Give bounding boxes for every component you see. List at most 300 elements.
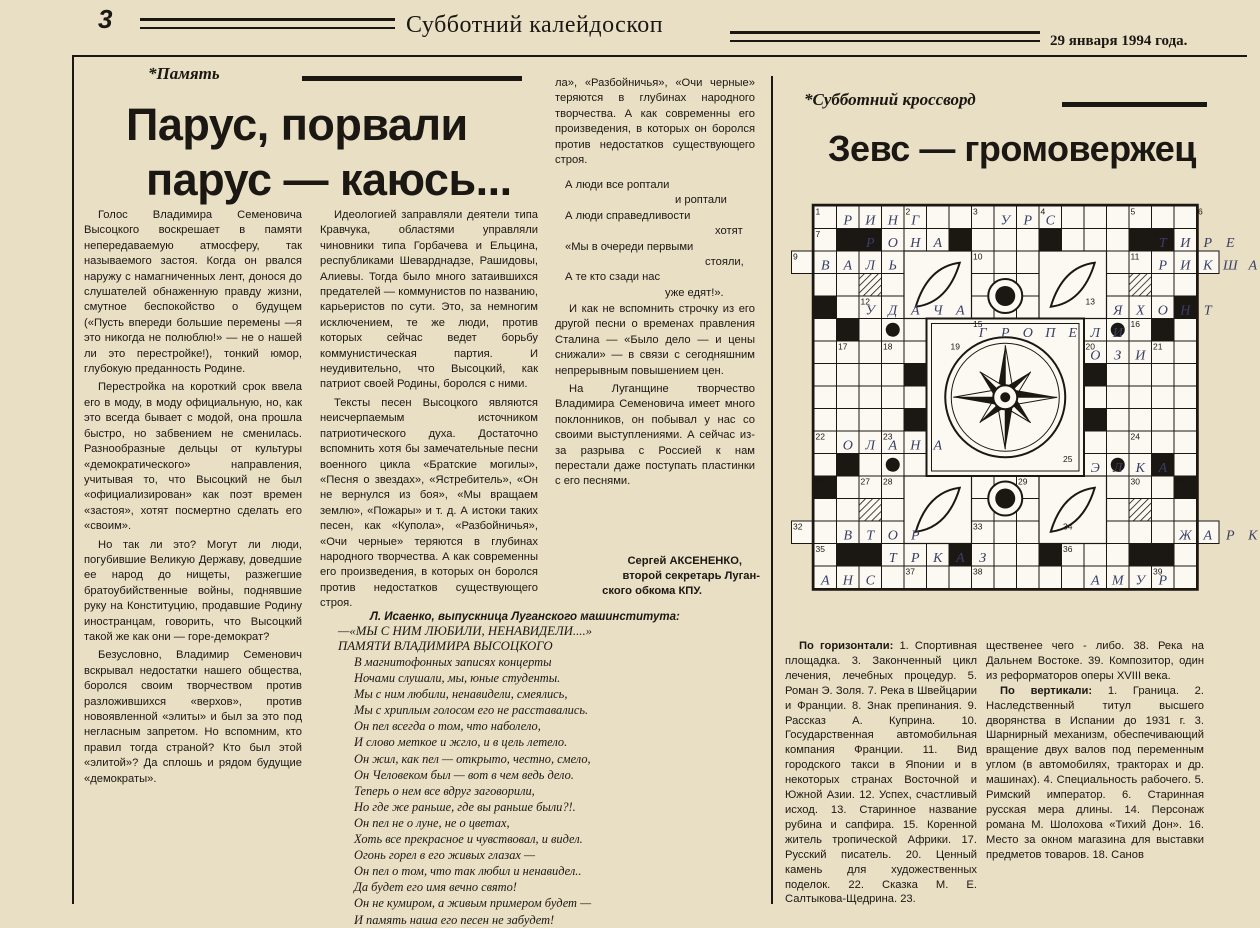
handwritten-letter: А: [843, 258, 853, 274]
clues-down-paragraph: [986, 684, 1204, 863]
crossword-cell: [1174, 341, 1197, 364]
verse-line: хотят: [715, 225, 743, 238]
crossword-cell: [1107, 274, 1130, 297]
black-dot: [1156, 323, 1170, 337]
poem-lines: [338, 654, 758, 928]
crossword-cell: [1152, 274, 1175, 297]
crossword-cell: [1107, 476, 1130, 499]
poem-line: Мы с хриплым голосом его не расставались.: [354, 703, 589, 718]
crossword-cell: [859, 364, 882, 387]
verse-line: А те кто сзади нас: [565, 271, 661, 284]
crossword-cell: [1039, 566, 1062, 589]
handwritten-letter: Р: [910, 528, 920, 544]
crossword-number: 22: [815, 431, 825, 442]
header-rule-left-2: [140, 27, 395, 29]
crossword-cell: [1039, 229, 1062, 252]
poem-block: [338, 610, 758, 928]
verse-line: уже едят!».: [665, 286, 724, 299]
handwritten-letter: И: [865, 213, 876, 229]
poem-line: Хоть все прекрасное и чувствовал, и видел.: [354, 832, 583, 847]
crossword-cell: [949, 206, 972, 229]
crossword-cell: [814, 386, 837, 409]
crossword-cell: [1107, 229, 1130, 252]
handwritten-letter: Р: [843, 213, 853, 229]
crossword-cell: [859, 544, 882, 567]
crossword-cell: [1174, 206, 1197, 229]
article-paragraph: Перестройка на короткий срок ввела его в моду, в моду официальную, но, как это всегда бывает с модой, она прошла быстро, но забвением не сменилась. Разнообразные дельцы от культуры «демократического» направления, учитывая то, что Высоцкий не был «официализирован» как поэт времен «застоя», хотят посмертно сделать его «своим».: [84, 381, 302, 533]
crossword-cell: [882, 409, 905, 432]
signature-name: Сергей АКСЕНЕНКО,: [627, 555, 742, 567]
crossword-cell: [882, 386, 905, 409]
crossword-number: 5: [1130, 206, 1136, 217]
handwritten-letter: А: [933, 438, 943, 454]
crossword-cell: [814, 274, 837, 297]
poem-line: Он жил, как пел — открыто, честно, смело,: [354, 751, 591, 766]
clues-across: [785, 639, 977, 904]
clues-across-paragraph: [785, 639, 977, 907]
handwritten-letter: В: [843, 528, 853, 544]
handwritten-letter: П: [1045, 326, 1056, 341]
article-paragraph: Но так ли это? Могут ли люди, погубившие Великую Державу, доведшие ее народ до нищеты, разжегшие братоубийственные войны, поднявшие руку на Конституцию, продавшие Родину иностранцам, говорить, что Высоцкий такой же как они — горе-демократ?: [84, 538, 302, 643]
clues-down-heading: По вертикали:: [1000, 684, 1093, 697]
crossword-cell: [1174, 364, 1197, 387]
article-paragraph: ла», «Разбойничья», «Очи черные» теряются в глубинах народного творчества. А как современны его произведения, в которых он боролся против недостатков существующего строя.: [555, 77, 755, 167]
compass-hub-dot: [1000, 392, 1010, 402]
crossword-cell: [1152, 521, 1175, 544]
crossword-cell: [972, 229, 995, 252]
verse-line: «Мы в очереди первыми: [565, 240, 694, 253]
crossword-number: 27: [860, 476, 870, 487]
crossword-cell: [1152, 499, 1175, 522]
crossword-number: 19: [950, 341, 960, 352]
handwritten-letter: З: [979, 551, 987, 566]
handwritten-letter: А: [1090, 573, 1100, 589]
crossword-kicker-rule: [1062, 102, 1207, 107]
column-divider: [771, 76, 773, 904]
handwritten-letter: Р: [1158, 573, 1168, 589]
crossword-number: 3: [973, 206, 978, 217]
handwritten-letter: Е: [1225, 236, 1235, 251]
header-rule-left: [140, 18, 395, 21]
crossword-cell: [837, 274, 860, 297]
poem-line: Да будет его имя вечно свято!: [354, 880, 517, 895]
crossword-cell: [814, 319, 837, 342]
crossword-cell: [1152, 409, 1175, 432]
crossword-number: 20: [1085, 341, 1095, 352]
crossword-cell: [1129, 409, 1152, 432]
article-paragraph: Безусловно, Владимир Семенович вскрывал недостатки нашего общества, боролся своим творчеством против разложившихся «верхов», против новоявленной «элиты» и был за это под негласным запретом. Но вспомним, кто правил тогда страной? Кто был этой «элитой»? Да сплошь и рядом будущие «демократы».: [84, 649, 302, 785]
article-paragraph: Голос Владимира Семеновича Высоцкого воскрешает в памяти непередаваемую атмосферу, так называемого застоя. Когда он рвался наружу с намагниченных лент, донося до слушателей обнаженную правду жизни, смутное беспокойство о будущем («Пусть впереди большие перемены —я это никогда не полюблю!» — не о нашей ли это перестройке!), тонкий юмор, глубокую преданность Родине.: [84, 209, 302, 376]
crossword-cell: [1129, 386, 1152, 409]
crossword-cell: [1107, 431, 1130, 454]
crossword-number: 36: [1063, 544, 1073, 554]
handwritten-letter: И: [1180, 236, 1191, 251]
crossword-cell: [1107, 364, 1130, 387]
crossword-cell: [837, 364, 860, 387]
poem-byline: Л. Исаенко, выпускница Луганского машинститута:: [370, 611, 680, 623]
crossword-cell: [1084, 229, 1107, 252]
crossword-cell: [1107, 409, 1130, 432]
handwritten-letter: Ш: [1222, 258, 1238, 274]
crossword-cell: [1107, 521, 1130, 544]
crossword-cell: [814, 499, 837, 522]
handwritten-letter: О: [1157, 303, 1168, 319]
handwritten-letter: Р: [1158, 258, 1168, 274]
handwritten-letter: К: [1135, 461, 1145, 476]
crossword-cell: [1129, 229, 1152, 252]
verse-line: А люди справедливости: [565, 209, 691, 222]
song-verse: [555, 178, 755, 301]
handwritten-letter: У: [865, 303, 875, 319]
handwritten-letter: Г: [911, 213, 920, 229]
handwritten-letter: С: [865, 573, 875, 589]
article-paragraph: И как не вспомнить строчку из его другой песни о временах правления Сталина — «Было дело — и цены снижали» — в связи с сегодняшним непрерывным повышением цен.: [555, 303, 755, 377]
crossword-number: 24: [1130, 431, 1140, 442]
handwritten-letter: А: [910, 303, 920, 319]
crossword-number: 21: [1153, 341, 1163, 352]
crossword-number: 39: [1153, 566, 1163, 577]
handwritten-letter: К: [1248, 528, 1258, 544]
handwritten-letter: З: [1114, 348, 1122, 364]
crossword-cell: [904, 319, 927, 342]
crossword-cell: [1174, 544, 1197, 567]
crossword-cell: [1174, 386, 1197, 409]
poem-line: Огонь горел в его живых глазах —: [354, 848, 536, 863]
handwritten-letter: А: [1248, 258, 1258, 274]
handwritten-letter: О: [887, 528, 898, 544]
handwritten-letter: У: [1000, 213, 1010, 229]
handwritten-letter: М: [1111, 573, 1124, 589]
crossword-cell: [1107, 544, 1130, 567]
crossword-cell: [904, 364, 927, 387]
poem-title: ПАМЯТИ ВЛАДИМИРА ВЫСОЦКОГО: [338, 639, 553, 653]
handwritten-letter: Л: [1090, 326, 1100, 341]
page-number: 3: [98, 4, 113, 34]
crossword-cell: [814, 521, 837, 544]
clues-continued: щественее чего - либо. 38. Река на Дальнем Востоке. 39. Композитор, один из реформаторов оперы XVIII века.: [986, 640, 1204, 682]
medallion-center: [995, 489, 1015, 509]
handwritten-letter: Э: [1090, 461, 1100, 476]
crossword-cell: [1129, 364, 1152, 387]
handwritten-letter: Т: [1203, 303, 1212, 319]
crossword-cell: [882, 499, 905, 522]
clues-down-text: 1. Граница. 2. Наследственный титул высшего дворянства в Испании до 1931 г. 3. Шарнирный механизм, обеспечивающий вращение двух валов под переменным углом (в автомобилях, тракторах и др. машинах). 4. Специальность рабочего. 5. Римский император. 6. Старинная русская мера длины. 14. Персонаж романа М. Шолохова «Тихий Дон». 16. Место за окном магазина для выставки предметов товаров. 18. Санов: [986, 684, 1205, 861]
crossword-number: 11: [1130, 251, 1140, 262]
crossword-cell: [1084, 386, 1107, 409]
verse-line: и роптали: [675, 194, 727, 207]
handwritten-letter: Р: [1203, 236, 1213, 251]
crossword-number: 18: [883, 341, 893, 352]
crossword-cell: [1062, 206, 1085, 229]
crossword-cell: [1084, 364, 1107, 387]
crossword-cell: [837, 476, 860, 499]
article-title-line-1: Парус, порвали: [126, 99, 468, 150]
crossword-cell: [1107, 251, 1130, 274]
handwritten-letter: И: [1135, 348, 1146, 364]
crossword-cell: [904, 454, 927, 477]
article-column-3-top: [555, 76, 755, 168]
crossword-hatched-cell: [1129, 274, 1152, 297]
crossword-cell: [1152, 431, 1175, 454]
signature-role: ского обкома КПУ.: [602, 585, 702, 597]
crossword-cell: [814, 409, 837, 432]
crossword-cell: [994, 521, 1017, 544]
article-paragraph: На Луганщине творчество Владимира Семеновича имеет много поклонников, он побывал у нас со своими выступлениями. А сейчас из-за разрыва с Россией к нам перестали даже поступать пластинки с его песнями.: [555, 383, 755, 488]
crossword-number: 4: [1040, 206, 1046, 217]
crossword-number: 9: [793, 251, 798, 262]
issue-date: 29 января 1994 года.: [1050, 33, 1188, 49]
crossword-number: 1: [815, 206, 821, 217]
handwritten-letter: В: [820, 258, 830, 274]
crossword-number: 15: [973, 319, 983, 329]
crossword-cell: [1062, 229, 1085, 252]
crossword-cell: [1174, 499, 1197, 522]
header-rule-right-2: [730, 40, 1040, 42]
crossword-cell: [927, 206, 950, 229]
poem-line: Но где же раньше, где вы раньше были?!.: [354, 799, 576, 814]
handwritten-letter: А: [888, 438, 898, 454]
crossword-cell: [837, 296, 860, 319]
poem-line: Он Человеком был — вот в чем ведь дело.: [354, 767, 574, 782]
crossword-cell: [994, 229, 1017, 252]
article-signature: [560, 554, 760, 599]
handwritten-letter: Т: [866, 528, 875, 544]
crossword-cell: [859, 341, 882, 364]
crossword-cell: [1174, 274, 1197, 297]
poem-line: В магнитофонных записях концерты: [354, 655, 552, 669]
handwritten-letter: С: [1045, 213, 1055, 229]
page-header: [0, 0, 1260, 56]
crossword-number: 8: [1153, 229, 1158, 239]
article-kicker: *Память: [148, 64, 220, 83]
crossword-grid: [790, 206, 1258, 608]
medallion-center: [995, 286, 1015, 306]
clues-across-text: 1. Спортивная площадка. 3. Законченный цикл лечения, лечебных процедур. 5. Роман Э. Золя. 7. Река в Швейцарии и Франции. 8. Знак препинания. 9. Рассказ А. Куприна. 10. Государственная автомобильная компания Франции. 11. Вид городского такси в Японии и в некоторых странах Восточной и Южной Азии. 12. Успех, счастливый исход. 13. Старинное название рубина и сапфира. 15. Коренной житель тропической Африки. 17. Русский писатель. 20. Ценный камень для художественных поделок. 22. Сказка М. Е. Салтыкова-Щедрина. 23.: [785, 640, 977, 906]
handwritten-letter: О: [1090, 348, 1101, 364]
black-dot: [886, 458, 900, 472]
signature-role: второй секретарь Луган-: [622, 570, 760, 582]
poem-line: Он пел не о луне, не о цветах,: [354, 815, 510, 830]
handwritten-letter: К: [933, 551, 943, 566]
crossword-cell: [1017, 251, 1040, 274]
handwritten-letter: Н: [887, 213, 898, 229]
crossword-number: 12: [860, 296, 870, 307]
crossword-cell: [994, 566, 1017, 589]
crossword-cell: [837, 386, 860, 409]
crossword-cell: [949, 566, 972, 589]
handwritten-letter: А: [933, 236, 943, 251]
handwritten-letter: Ж: [1178, 528, 1192, 544]
crossword-cell: [814, 454, 837, 477]
poem-line: И слово меткое и жгло, и в цель летело.: [354, 735, 568, 750]
black-dot: [841, 458, 855, 472]
handwritten-letter: А: [955, 303, 965, 319]
crossword-number: 26: [815, 476, 825, 487]
crossword-cell: [1017, 544, 1040, 567]
poem-line: Он пел о том, что так любил и ненавидел..: [354, 864, 582, 879]
crossword-cell: [837, 409, 860, 432]
crossword-cell: [859, 386, 882, 409]
crossword-number: 7: [815, 229, 821, 239]
poem-title: —«МЫ С НИМ ЛЮБИЛИ, НЕНАВИДЕЛИ....»: [338, 624, 593, 638]
crossword-cell: [1174, 454, 1197, 477]
handwritten-letter: Г: [978, 326, 987, 341]
poem-line: Он не кумиром, а живым примером будет —: [354, 896, 592, 911]
crossword-cell: [1152, 364, 1175, 387]
crossword-cell: [1062, 566, 1085, 589]
crossword-cell: [814, 341, 837, 364]
frame-top-line: [72, 55, 1247, 57]
crossword-cell: [1084, 409, 1107, 432]
crossword-cell: [904, 341, 927, 364]
handwritten-letter: Р: [910, 551, 920, 566]
crossword-number: 17: [838, 341, 848, 352]
crossword-cell: [1129, 521, 1152, 544]
section-title: Субботний калейдоскоп: [406, 12, 664, 38]
handwritten-letter: Т: [888, 551, 897, 566]
poem-line: И память наша его песен не забудет!: [354, 912, 555, 927]
crossword-number: 2: [905, 206, 911, 217]
crossword-hatched-cell: [1129, 499, 1152, 522]
handwritten-letter: Р: [1000, 326, 1010, 341]
crossword-cell: [859, 409, 882, 432]
crossword-cell: [882, 274, 905, 297]
verse-line: стояли,: [705, 256, 744, 269]
handwritten-letter: О: [842, 438, 853, 454]
handwritten-letter: И: [1112, 326, 1123, 341]
article-paragraph: Идеологией заправляли деятели типа Кравчука, областями управляли чиновники типа Горбачева и Ельцина, республиками Шеварднадзе, Рашидовы, Алиевы. Тогда было много затаившихся предателей — коммунистов по названию, карьеристов по сути. Это, за немногим исключением, те же люди, против которых сейчас ведет борьбу коммунистическая партия. И неудивительно, что Высоцкий, как патриот своей Родины, боролся с ними.: [320, 209, 538, 391]
clues-across-heading: По горизонтали:: [799, 640, 894, 652]
handwritten-letter: Ч: [932, 303, 943, 319]
crossword-cell: [1152, 476, 1175, 499]
crossword-number: 37: [905, 566, 915, 577]
crossword-number: 16: [1130, 319, 1140, 329]
poem-line: Он пел всегда о том, что наболело,: [354, 719, 541, 734]
crossword-title: Зевс — громовержец: [828, 128, 1196, 169]
crossword-cell: [859, 319, 882, 342]
crossword-cell: [859, 454, 882, 477]
handwritten-letter: К: [1203, 258, 1213, 274]
handwritten-letter: Л: [865, 258, 875, 274]
verse-line: А люди все роптали: [565, 179, 670, 191]
handwritten-letter: Л: [865, 438, 875, 454]
handwritten-letter: Д: [888, 303, 898, 319]
crossword-hatched-cell: [859, 499, 882, 522]
crossword-hatched-cell: [859, 274, 882, 297]
handwritten-letter: Р: [865, 236, 875, 251]
crossword-number: 38: [973, 566, 983, 577]
crossword-number: 23: [883, 431, 893, 442]
handwritten-letter: Ь: [888, 258, 897, 274]
kicker-rule: [302, 76, 522, 81]
crossword-cell: [837, 499, 860, 522]
black-dot: [886, 323, 900, 337]
handwritten-letter: И: [1180, 258, 1191, 274]
handwritten-letter: Я: [1113, 303, 1123, 319]
handwritten-letter: Н: [910, 236, 921, 251]
crossword-cell: [1084, 431, 1107, 454]
handwritten-letter: О: [1022, 326, 1033, 341]
crossword-cell: [1107, 386, 1130, 409]
handwritten-letter: Т: [1158, 236, 1167, 251]
crossword-cell: [904, 409, 927, 432]
crossword-number: 32: [793, 521, 803, 532]
crossword-number: 28: [883, 476, 893, 487]
handwritten-letter: У: [1135, 573, 1145, 589]
frame-left-line: [72, 55, 74, 904]
crossword-cell: [1017, 566, 1040, 589]
crossword-cell: [1152, 544, 1175, 567]
poem-line: Теперь о нем все вдруг заговорили,: [354, 783, 535, 798]
crossword-cell: [1017, 521, 1040, 544]
crossword-number: 10: [973, 251, 983, 262]
crossword-cell: [1039, 544, 1062, 567]
crossword-cell: [1107, 499, 1130, 522]
article-paragraph: Тексты песен Высоцкого являются неисчерпаемым источником патриотического духа. Достаточно вспомнить хотя бы замечательные песни военного цикла «Братские могилы», «Песня о звездах», «Ястребитель», «Он не вернулся из боя», «Мы вращаем землю», «Пожары» и т. д. А истоки таких песен, как «Купола», «Разбойничья», «Очи черные» теряются в глубинах народного творчества. А как современны его произведения, в которых он боролся против недостатков существующего строя.: [320, 396, 538, 610]
crossword-number: 34: [1063, 521, 1073, 532]
handwritten-letter: Р: [1023, 213, 1033, 229]
crossword-number: 33: [973, 521, 983, 532]
handwritten-letter: О: [887, 236, 898, 251]
crossword-cell: [927, 566, 950, 589]
crossword-number: 29: [1018, 476, 1028, 487]
crossword-number: 25: [1063, 454, 1073, 464]
crossword-cell: [1174, 431, 1197, 454]
crossword-cell: [1129, 544, 1152, 567]
handwritten-letter: Х: [1135, 303, 1145, 319]
handwritten-letter: Л: [1113, 461, 1123, 476]
poem-line: Мы с ним любили, ненавидели, смеялись,: [354, 687, 568, 702]
poem-line: Ночами слушали, мы, юные студенты.: [354, 671, 561, 686]
crossword-number: 14: [838, 319, 848, 329]
crossword-cell: [1174, 319, 1197, 342]
article-column-1: [84, 208, 302, 787]
crossword-cell: [994, 544, 1017, 567]
crossword-cell: [949, 229, 972, 252]
crossword-cell: [904, 386, 927, 409]
crossword-cell: [1152, 386, 1175, 409]
handwritten-letter: Н: [1180, 303, 1191, 319]
crossword-cell: [837, 229, 860, 252]
header-rule-right: [730, 31, 1040, 34]
crossword-kicker: *Субботний кроссворд: [804, 90, 976, 109]
crossword-cell: [1107, 206, 1130, 229]
crossword-cell: [814, 296, 837, 319]
crossword-cell: [1174, 566, 1197, 589]
handwritten-letter: Н: [910, 438, 921, 454]
crossword-cell: [814, 364, 837, 387]
crossword-number: 13: [1085, 296, 1095, 307]
crossword-number: 6: [1198, 206, 1203, 217]
crossword-cell: [1174, 409, 1197, 432]
article-column-3-bottom: [555, 302, 755, 490]
article-title-line-2: парус — каюсь...: [146, 154, 512, 205]
handwritten-letter: Р: [1225, 528, 1235, 544]
crossword-cell: [1152, 206, 1175, 229]
crossword-number: 31: [1175, 476, 1185, 487]
handwritten-letter: Н: [842, 573, 853, 589]
handwritten-letter: Е: [1068, 326, 1078, 341]
crossword-cell: [1084, 206, 1107, 229]
handwritten-letter: А: [1203, 528, 1213, 544]
article-column-2: [320, 208, 538, 610]
crossword-cell: [1084, 544, 1107, 567]
crossword-cell: [1017, 229, 1040, 252]
clues-right-column: [986, 639, 1204, 863]
crossword-cell: [837, 544, 860, 567]
handwritten-letter: А: [1158, 461, 1168, 476]
crossword-cell: [882, 566, 905, 589]
